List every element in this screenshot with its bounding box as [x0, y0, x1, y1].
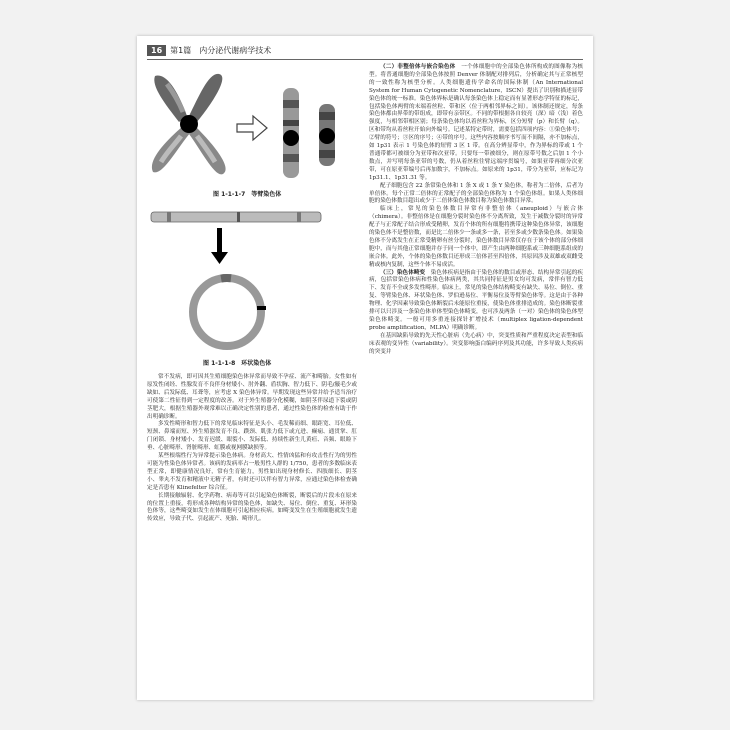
section-heading: （二）非整倍体与嵌合染色体 — [380, 64, 456, 70]
paragraph: 多发性畸形和智力低下的常见临床特征是头小、毛发稀而细、眼距宽、耳位低、短颈、鼻端而短、外生殖器发育不良、蹼颈、肌张力低下或亢进、癫痫、通贯掌、肛门闭锁、身材矮小、发育迟缓、眼裂小、发际低、持续性新生儿黄疸、音频、眼睑下垂、心脏畸形、肾脏畸形、虹膜或视网膜缺损等。 — [147, 421, 357, 452]
paragraph: 某些根端性行为异常提示染色体病。身材高大、性情凶猛和有攻击性行为的男性可能为性染色体异常者。该病的发病率占一般男性人群的 1/750，患者的多数临床表型正常，即健康情况良好，常有生育能力，男性如出现身材修长、四肢细长、阴茎小、睾丸不发育和精液中无精子者，有时还可以伴有智力异常，应通过染色体检查确定是否患有 Klinefelter 综合征。 — [147, 453, 357, 491]
right-column-text — [369, 64, 583, 357]
paragraph: 配子细胞包含 22 条常染色体和 1 条 X 或 1 条 Y 染色体，称者为二倍体，后者为单倍体。每个正常二倍体的正常配子的全部染色体称为 1 个染色体组。如果人类体细胞的染色体数目超出或少于二倍体染色体数目称为染色体数目异常。 — [369, 182, 583, 205]
paragraph: 临床上，常见的染色体数目异常有非整倍体（aneuploid）与嵌合体（chimera）。非整倍体是在细胞分裂时染色体不分离所致，发生于减数分裂时的异常配子与正常配子结合形成受精卵，发育个体的所有细胞将携带这种染色体异常，该细胞的染色体不是整倍数，而是比二倍体少一条或多一条，甚至多或少数条染色体。如果染色体不分离发生在正常受精卵有丝分裂时，染色体数目异常仅存在于该个体的部分体细胞中，而与其他正常细胞并存于同一个体中，即产生由两种细胞系或三种细胞系组成的嵌合体。此外，个体的染色体数目还形成三倍体甚至四倍体，其原因涉及双雄或双雌受精或核内复制，这些个体不易成活。 — [369, 206, 583, 268]
page-number: 16 — [147, 45, 166, 56]
paragraph: 常不发病，即可因其生殖细胞染色体异常而导致不孕症、流产和畸胎。女性如有原发性闭经、性腺发育不良伴身材矮小、肘外翻、盾状胸、智力低下、阴毛/腋毛少或缺如、后发际低、耳聋等，应考虑 X 染色体异常。早期发现这些异常并给予适当治疗可使第二性征得到一定程度的改善。对于外生殖器分化模糊，如阴茎伴尿道下裂或阴茎肥大，根据生殖器外观常难以正确决定性别的患者，通过性染色体的检查有助于作出明确诊断。 — [147, 374, 357, 420]
page-header — [147, 42, 583, 58]
ring-chromosome — [193, 278, 266, 346]
book-page — [137, 36, 593, 700]
x-chromosome-illustration — [152, 74, 226, 175]
part-title: 第1篇 内分泌代谢病学技术 — [170, 45, 272, 55]
paragraph: 在基因缺陷导致的先天性心脏病（先心病）中，突变性质和严重程度决定表型和临床表观的变异性（variability）。突变影响蛋白编码序列及其功能，许多导致人类疾病的突变并 — [369, 332, 583, 355]
right-arrow-icon — [237, 116, 267, 140]
isochromosome-short-arm — [319, 104, 335, 166]
ring-chromosome-figure — [137, 206, 357, 356]
left-column-text — [147, 374, 357, 524]
down-arrow-icon — [211, 228, 228, 264]
isochromosome-long-arm — [283, 88, 299, 178]
paragraph: （三）染色体畸变 染色体疾病是指由于染色体的数目或形态、结构异常引起的疾病，包括常染色体病和性染色体病两类，其共同特征是男女均可发病，常伴有智力低下、发育不全或多发性畸形。临床上，常见的染色体结构畸变有缺失、易位、倒位、重复、等臂染色体、环状染色体、罗伯逊易位、平衡易位及等臂染色体等。这是由于各种物理、化学因素导致染色体断裂后未能原位重接，使染色体重排造成的。染色体断裂重排可以只涉及一条染色体单体型染色体畸变，也可涉及两条（一对）染色体的染色体型染色体畸变。一般可用多重连接探针扩增技术（multiplex ligation-dependent probe amplification，MLPA）明确诊断。 — [369, 269, 583, 331]
paragraph: （二）非整倍体与嵌合染色体 一个体细胞中的全部染色体所构成的图像称为核型。将普通细胞的全部染色体按照 Denver 体制配对排列后，分析确定其与正常核型的一致性称为核型分析。人类细胞遗传学命名的国际体制（An International System for Human Cytogenetic Nomenclature，ISCN）提出了识别和描述显带染色体的统一标准。染色体界标是确认每条染色体上稳定而有显著形态学特征的标记，包括染色体两臂的末端着丝粒、带和区（位于两相邻界标之间）。该体制还规定，每条染色体都由界带的带组成，即带有亲带区。不同的带根据各自较亮（深）暗（浅）着色强度，与相邻带相区别；每条染色体均以着丝粒为界标，区分短臂（p）和长臂（q）。区和带均从着丝粒开始向外编号。记述某特定带时，需要包括四项内容：①染色体号；②臂的符号；③区的序号；④带的序号。这些内容按顺序书写而不间隔，亦不加标点，如 1p31 表示 1 号染色体的短臂 3 区 1 带。在高分辨显带中，作为界标的带或 1 个普通带都可被细分为亚带和次亚带。只要每一带被细分，则在原带号数之后加 1 个小数点，并写明每条亚带的号数，仍从着丝粒往臂远端序贯编号，如果亚带再细分次亚带，可在原亚带编号后再加数字，不加标点。如原来的 1p31，带分为亚带，应标记为 1p31.1、1p31.31 等。 — [369, 64, 583, 181]
section-heading: （三）染色体畸变 — [380, 269, 426, 276]
header-rule — [147, 59, 583, 60]
figure-caption-ring-chromosome: 图 1-1-1-8 环状染色体 — [203, 360, 272, 367]
paragraph: 长期接触辐射、化学药物、病毒等可以引起染色体断裂，断裂后的片段未在原来的位置上重接，将形成各种结构异常的染色体，如缺失、易位、倒位、重复、环形染色体等，这些畸变如发生在体细胞可引起相应疾病。如畸变发生在生殖细胞就发生遗传效应，导致子代、引起流产、死胎、畸形儿。 — [147, 492, 357, 523]
isochromosome-figure — [137, 64, 357, 189]
figure-caption-isochromosome: 图 1-1-1-7 等臂染色体 — [213, 191, 282, 198]
linear-chromosome-bar — [151, 212, 321, 222]
